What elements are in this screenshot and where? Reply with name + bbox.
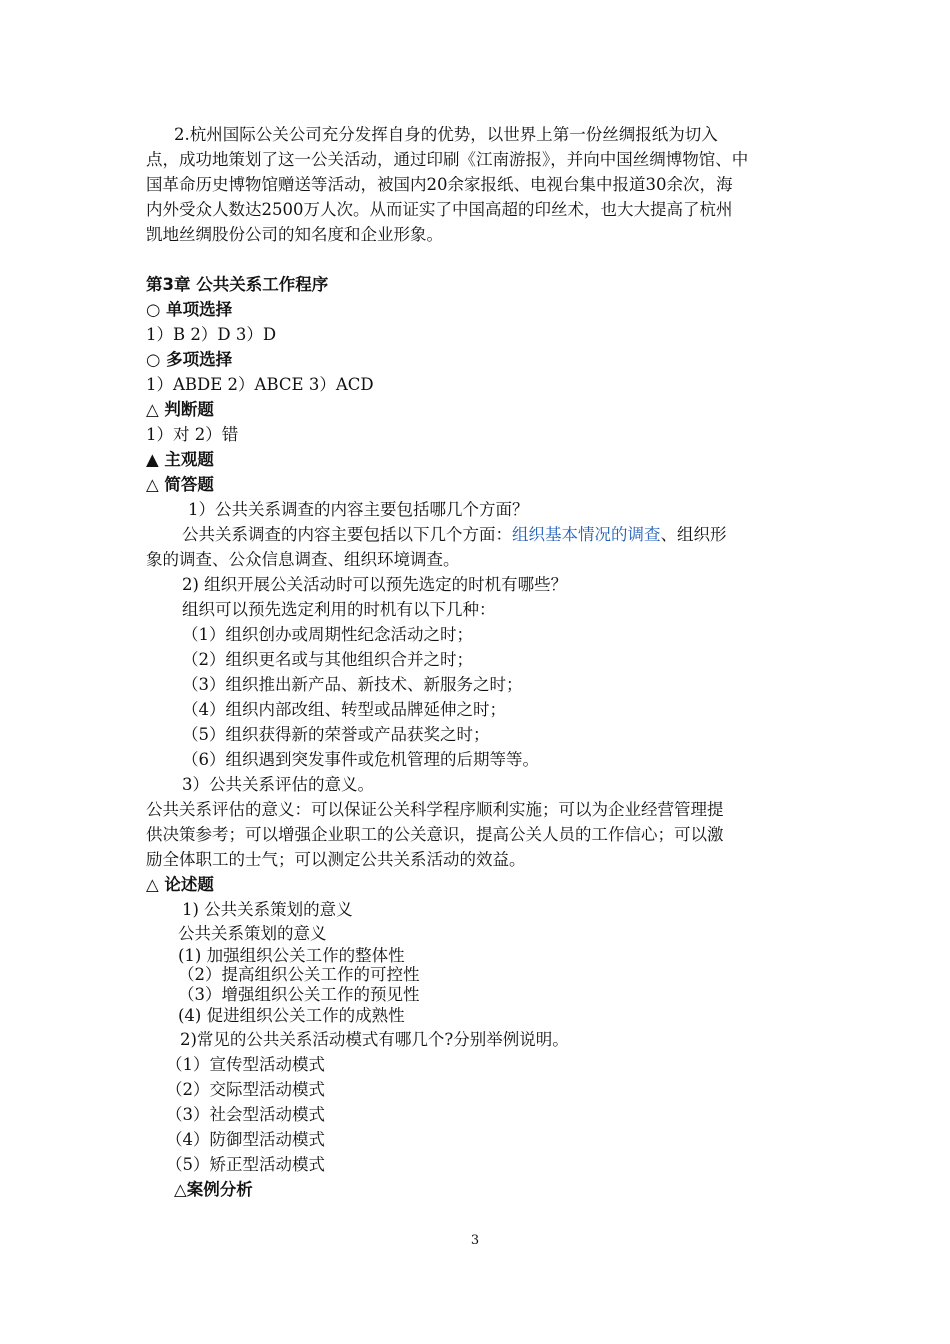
question: 1) 公共关系策划的意义 <box>182 900 353 919</box>
answer-line: 公共关系策划的意义 <box>178 924 327 943</box>
list-item: （1）宣传型活动模式 <box>166 1055 325 1074</box>
list-item: （5）组织获得新的荣誉或产品获奖之时； <box>182 725 490 744</box>
intro-line: 2.杭州国际公关公司充分发挥自身的优势，以世界上第一份丝绸报纸为切入 <box>174 125 718 144</box>
list-item: （6）组织遇到突发事件或危机管理的后期等等。 <box>182 750 539 769</box>
list-item: （5）矫正型活动模式 <box>166 1155 325 1174</box>
true-false-answers: 1）对 2）错 <box>146 425 239 444</box>
intro-line: 内外受众人数达2500万人次。从而证实了中国高超的印丝术，也大大提高了杭州 <box>146 200 733 219</box>
question: 2)常见的公共关系活动模式有哪几个?分别举例说明。 <box>180 1030 569 1049</box>
list-item: (4) 促进组织公关工作的成熟性 <box>178 1006 405 1025</box>
list-item: （3）组织推出新产品、新技术、新服务之时； <box>182 675 523 694</box>
answer-line: 象的调查、公众信息调查、组织环境调查。 <box>146 550 460 569</box>
list-item: （4）防御型活动模式 <box>166 1130 325 1149</box>
subjective-heading: ▲ 主观题 <box>146 450 214 469</box>
list-item: （3）增强组织公关工作的预见性 <box>178 985 420 1004</box>
intro-line: 点，成功地策划了这一公关活动，通过印刷《江南游报》，并向中国丝绸博物馆、中 <box>146 150 749 169</box>
true-false-heading: △ 判断题 <box>146 400 214 419</box>
chapter-title: 第3章 公共关系工作程序 <box>146 275 329 294</box>
list-item: （2）组织更名或与其他组织合并之时； <box>182 650 473 669</box>
answer-line: 供决策参考；可以增强企业职工的公关意识，提高公关人员的工作信心；可以激 <box>146 825 724 844</box>
answer-line: 组织可以预先选定利用的时机有以下几种： <box>182 600 496 619</box>
essay-heading: △ 论述题 <box>146 875 214 894</box>
single-choice-heading: ○ 单项选择 <box>146 300 233 319</box>
answer-line: 励全体职工的士气；可以测定公共关系活动的效益。 <box>146 850 526 869</box>
list-item: （2）交际型活动模式 <box>166 1080 325 1099</box>
multi-choice-answers: 1）ABDE 2）ABCE 3）ACD <box>146 375 374 394</box>
question: 1）公共关系调查的内容主要包括哪几个方面？ <box>188 500 529 519</box>
intro-line: 国革命历史博物馆赠送等活动，被国内20余家报纸、电视台集中报道30余次，海 <box>146 175 733 194</box>
list-item: （1）组织创办或周期性纪念活动之时； <box>182 625 473 644</box>
answer-line <box>182 524 727 546</box>
multi-choice-heading: ○ 多项选择 <box>146 350 233 369</box>
case-analysis-heading: △案例分析 <box>174 1180 253 1199</box>
answer-line: 公共关系评估的意义：可以保证公关科学程序顺利实施；可以为企业经营管理提 <box>146 800 724 819</box>
short-answer-heading: △ 简答题 <box>146 475 214 494</box>
list-item: （2）提高组织公关工作的可控性 <box>178 965 420 984</box>
list-item: （4）组织内部改组、转型或品牌延伸之时； <box>182 700 506 719</box>
list-item: （3）社会型活动模式 <box>166 1105 325 1124</box>
question: 3）公共关系评估的意义。 <box>182 775 374 794</box>
page-number: 3 <box>470 1233 480 1248</box>
answer-text: 、组织形 <box>660 525 727 544</box>
answer-highlight-link[interactable]: 组织基本情况的调查 <box>512 525 661 544</box>
answer-text: 公共关系调查的内容主要包括以下几个方面： <box>182 525 512 544</box>
question: 2) 组织开展公关活动时可以预先选定的时机有哪些？ <box>182 575 568 594</box>
list-item: (1) 加强组织公关工作的整体性 <box>178 946 405 965</box>
intro-line: 凯地丝绸股份公司的知名度和企业形象。 <box>146 225 443 244</box>
single-choice-answers: 1）B 2）D 3）D <box>146 325 277 344</box>
